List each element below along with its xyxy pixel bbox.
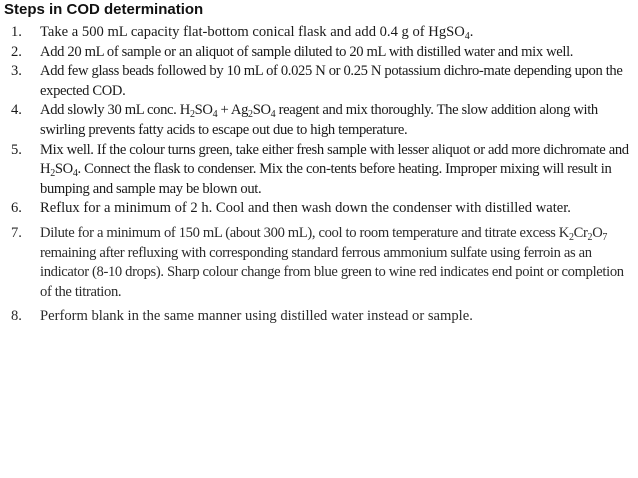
steps-list xyxy=(4,23,632,327)
step-item-8 xyxy=(4,307,632,327)
step-item-1 xyxy=(4,23,632,43)
step-number: 7. xyxy=(11,224,22,241)
step-text: Reflux for a minimum of 2 h. Cool and then wash down the condenser with distilled water. xyxy=(40,200,571,217)
step-item-4 xyxy=(4,101,632,140)
step-text: Add few glass beads followed by 10 mL of 0.025 N or 0.25 N potassium dichro-mate depending upon the expected COD. xyxy=(40,63,623,99)
step-number: 8. xyxy=(11,308,22,325)
step-item-7 xyxy=(4,224,632,302)
step-number: 2. xyxy=(11,43,22,60)
step-item-3 xyxy=(4,62,632,101)
step-text: Mix well. If the colour turns green, take either fresh sample with lesser aliquot or add more dichromate and $H_2SO_4$. Connect the flask to condenser. Mix the con-tents before heating. Improper mixing will result in bumping and sample may be blown out. xyxy=(40,141,629,197)
step-number: 4. xyxy=(11,102,22,119)
section-title: Steps in COD determination xyxy=(4,1,204,18)
step-item-5 xyxy=(4,141,632,200)
step-number: 1. xyxy=(11,24,22,40)
step-text: Take a 500 mL capacity flat-bottom conical flask and add 0.4 g of HgSO$_4$. xyxy=(40,24,474,42)
step-text: Dilute for a minimum of 150 mL (about 300 mL), cool to room temperature and titrate excess $K_2Cr_2O_7$ remaining after refluxing with corresponding standard ferrous ammonium sulfate using ferroin as an indicator (8-10 drops). Sharp colour change from blue green to wine red indicates end point or completion of the titration. xyxy=(40,224,624,300)
step-text: Add slowly 30 mL conc. $H_2SO_4 + Ag_2SO_4$ reagent and mix thoroughly. The slow addition along with swirling prevents fatty acids to escape out due to high temperature. xyxy=(40,102,598,138)
step-item-6 xyxy=(4,199,632,219)
step-text: Perform blank in the same manner using distilled water instead or sample. xyxy=(40,308,473,325)
step-number: 3. xyxy=(11,63,22,80)
step-item-2 xyxy=(4,43,632,63)
step-text: Add 20 mL of sample or an aliquot of sample diluted to 20 mL with distilled water and mix well. xyxy=(40,43,574,60)
step-number: 6. xyxy=(11,200,22,217)
step-number: 5. xyxy=(11,141,22,158)
